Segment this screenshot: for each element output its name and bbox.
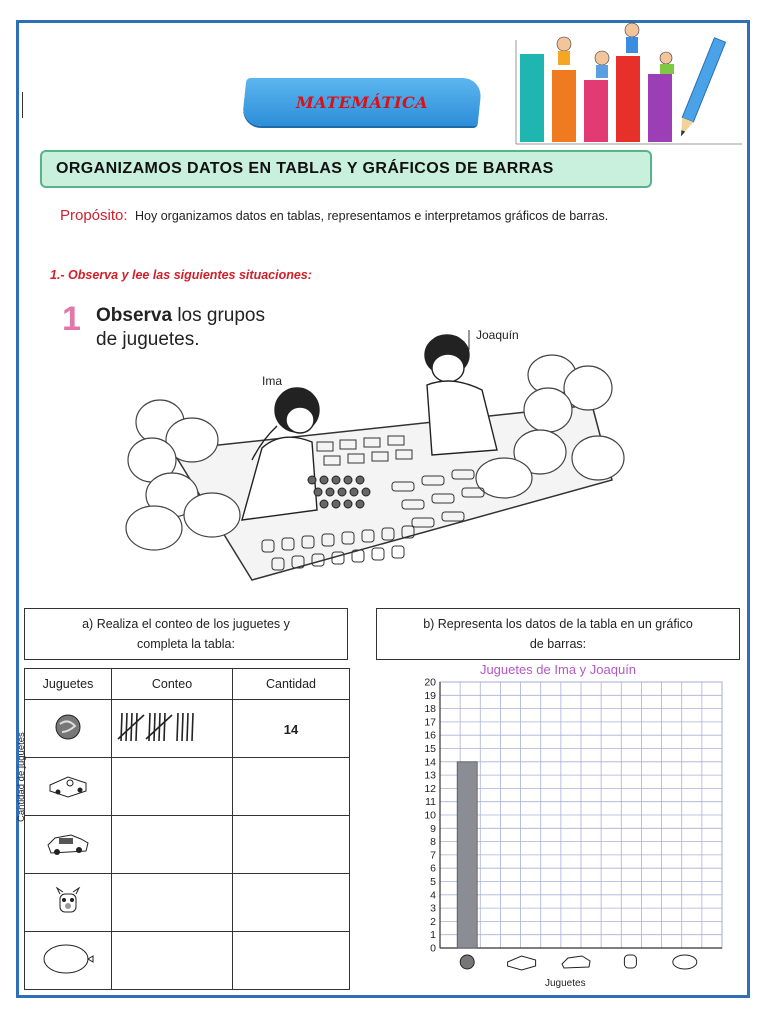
tally-cell[interactable] [112,758,233,816]
header-conteo: Conteo [112,669,233,700]
header-bar-red [616,56,640,142]
lesson-title: ORGANIZAMOS DATOS EN TABLAS Y GRÁFICOS DE BARRAS [56,160,554,177]
toy-truck-icon [46,771,90,799]
ball-icon [53,712,83,742]
header-bar-teal [520,54,544,142]
tally-marks [114,707,230,747]
quantity-cell[interactable] [233,700,350,758]
y-tick-label: 19 [424,689,436,702]
toy-car-icon [45,829,91,857]
y-tick-label: 11 [425,796,436,809]
y-tick-label: 6 [430,862,436,875]
purpose-text: Hoy organizamos datos en tablas, representamos e interpretamos gráficos de barras. [135,209,609,223]
toy-cell [25,700,112,758]
y-tick-label: 15 [424,743,436,755]
y-tick-label: 18 [424,703,436,716]
table-row [25,932,350,990]
observe-line2: de juguetes. [96,329,200,350]
tally-stroke [126,713,127,741]
bar-chart-plot[interactable] [376,672,740,978]
tally-stroke [136,713,137,741]
y-tick-label: 1 [430,929,436,942]
quantity-value: 14 [283,722,299,737]
y-tick-label: 7 [430,849,436,862]
instruction-b-box [376,608,740,660]
instruction-a-line1: a) Realiza el conteo de los juguetes y [82,617,290,631]
count-table [24,668,350,990]
y-tick-label: 16 [424,729,436,742]
observe-rest: los grupos [172,305,265,326]
subject-banner [241,78,482,126]
toy-cell [25,874,112,932]
situation-heading: 1.- Observa y lee las siguientes situaciones: [50,268,312,282]
subject-label: MATEMÁTICA [295,92,429,112]
tally-stroke [192,713,193,741]
y-tick-label: 10 [424,809,436,822]
y-tick-label: 14 [424,756,436,769]
x-tick-ball-icon [460,955,474,969]
y-tick-label: 20 [424,676,436,689]
tally-cell[interactable] [112,932,233,990]
header-bar-chart-illustration [506,22,746,148]
tally-cell[interactable] [112,874,233,932]
purpose-label: Propósito: [60,207,128,224]
bar-ball [457,762,477,948]
tally-stroke [177,713,178,741]
y-tick-label: 12 [424,782,436,795]
quantity-cell[interactable] [233,758,350,816]
x-tick-balloon-icon [673,955,697,969]
table-row [25,700,350,758]
y-tick-label: 8 [430,836,436,849]
pencil-icon [675,38,725,139]
header-bar-orange [552,70,576,142]
header-bar-purple [648,74,672,142]
observe-bold: Observa [96,305,173,326]
label-ima: Ima [262,374,283,388]
instruction-a-box [24,608,348,660]
header-juguetes: Juguetes [25,669,112,700]
x-tick-toy-truck-icon [508,956,536,970]
instruction-a-line2: completa la tabla: [137,637,235,651]
toy-cell [25,758,112,816]
instruction-b-line2: de barras: [529,637,587,651]
y-tick-label: 5 [430,876,436,888]
table-row [25,758,350,816]
tally-stroke [182,713,183,741]
quantity-cell[interactable] [233,874,350,932]
tally-stroke [187,713,188,741]
table-row [25,874,350,932]
header-cantidad: Cantidad [233,669,350,700]
x-tick-toy-car-icon [562,956,590,968]
y-tick-label: 13 [424,769,436,782]
chart-ylabel: Cantidad de juguetes [16,732,27,822]
quantity-cell[interactable] [233,816,350,874]
header-bar-pink [584,80,608,142]
y-tick-label: 3 [430,902,436,915]
lesson-title-box [40,150,652,188]
tally-stroke [154,713,155,741]
toy-cell [25,932,112,990]
children-toys-illustration [112,330,652,600]
toy-cell [25,816,112,874]
y-tick-label: 0 [430,942,436,955]
tally-cell[interactable] [112,700,233,758]
y-tick-label: 17 [424,716,436,729]
margin-mark [22,92,23,118]
y-tick-label: 4 [430,889,436,902]
y-tick-label: 9 [430,822,436,835]
boy-joaquin [425,335,497,455]
quantity-cell[interactable] [233,932,350,990]
tally-stroke [164,713,165,741]
purpose-paragraph [48,204,728,228]
chart-title: Juguetes de Ima y Joaquín [479,662,637,677]
chart-xlabel: Juguetes [545,978,586,989]
toy-dog-icon [51,884,85,918]
instruction-b-line1: b) Representa los datos de la tabla en un gráfico [423,617,693,631]
table-row [25,816,350,874]
balloon-icon [40,942,96,976]
x-tick-toy-dog-icon [624,955,636,968]
y-tick-label: 2 [430,915,436,928]
table-header-row [25,669,350,700]
label-joaquin: Joaquín [476,328,519,342]
tally-cell[interactable] [112,816,233,874]
step-number: 1 [62,300,81,338]
